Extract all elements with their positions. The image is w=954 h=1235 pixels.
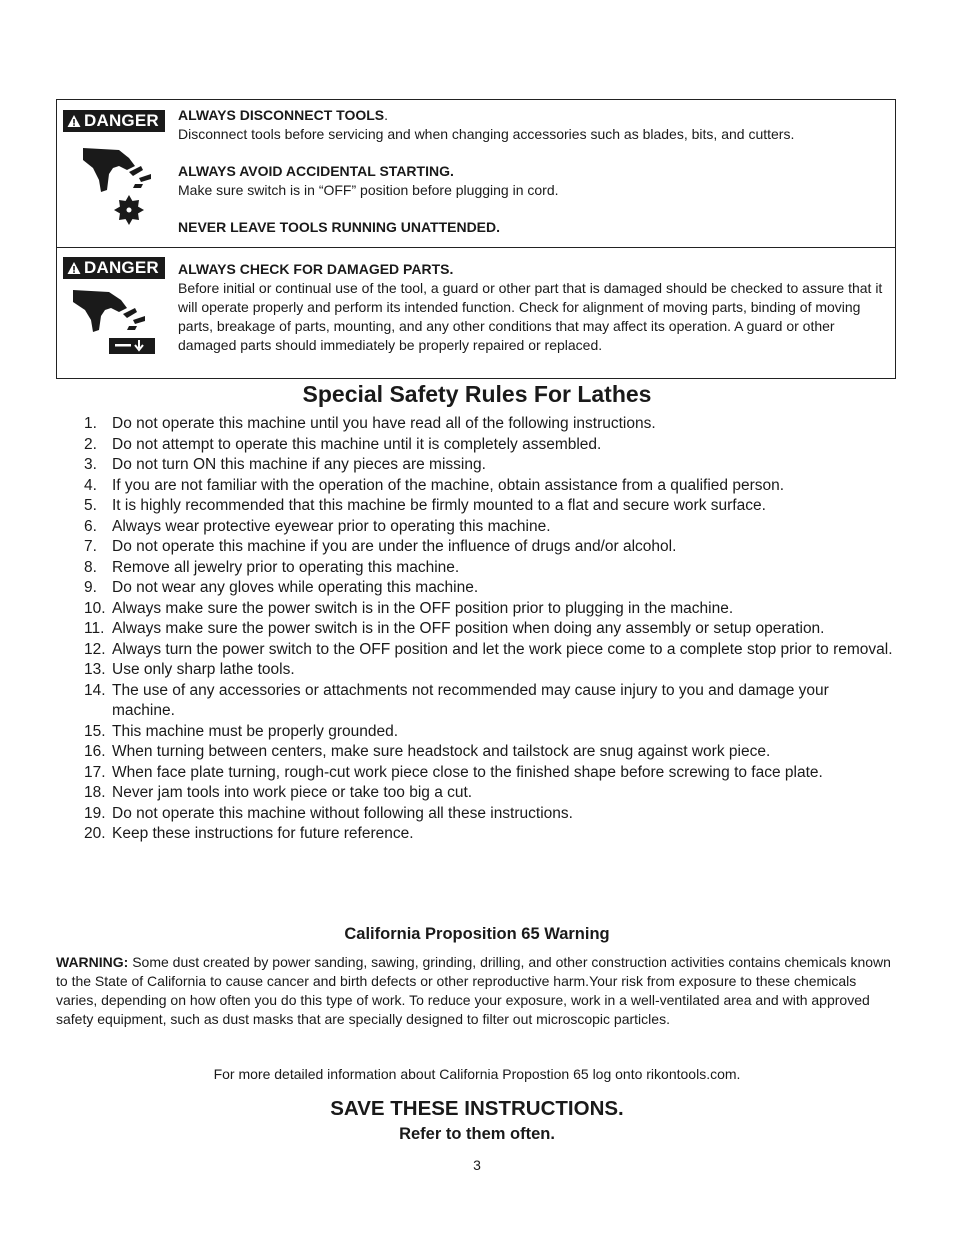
rule-text: Always wear protective eyewear prior to operating this machine. xyxy=(112,517,551,535)
rule-number: 6. xyxy=(84,517,97,535)
text-avoid-starting: Make sure switch is in “OFF” position before plugging in cord. xyxy=(178,182,559,198)
heading-disconnect: ALWAYS DISCONNECT TOOLS xyxy=(178,107,385,123)
rule-item xyxy=(84,578,894,599)
danger-label: DANGER xyxy=(84,258,159,277)
rule-number: 9. xyxy=(84,579,97,596)
hand-blade-icon xyxy=(79,144,159,228)
rule-text: Always turn the power switch to the OFF position and let the work piece come to a complete stop prior to removal. xyxy=(112,640,893,658)
save-instructions: SAVE THESE INSTRUCTIONS. xyxy=(330,1097,624,1120)
warning-label: WARNING: xyxy=(56,954,129,970)
rule-number: 8. xyxy=(84,558,97,576)
rule-text: This machine must be properly grounded. xyxy=(112,722,399,740)
page-number: 3 xyxy=(473,1157,481,1173)
rule-item xyxy=(84,455,894,476)
rule-text: When turning between centers, make sure headstock and tailstock are snug against work piece. xyxy=(112,743,771,760)
danger-box xyxy=(56,99,896,379)
more-info: For more detailed information about California Propostion 65 log onto rikontools.com. xyxy=(213,1066,741,1082)
rule-text: Always make sure the power switch is in the OFF position prior to plugging in the machine. xyxy=(112,599,734,617)
rule-item xyxy=(84,681,894,722)
rule-text: Do not operate this machine until you have read all of the following instructions. xyxy=(112,415,656,432)
rule-text: Use only sharp lathe tools. xyxy=(112,661,295,678)
divider xyxy=(57,247,895,248)
rule-text: Never jam tools into work piece or take too big a cut. xyxy=(112,784,473,801)
rule-item xyxy=(84,804,894,825)
rule-text: Do not operate this machine if you are under the influence of drugs and/or alcohol. xyxy=(112,538,677,555)
rule-number: 19. xyxy=(84,804,106,822)
hand-damaged-part-icon xyxy=(69,286,161,360)
heading-avoid-starting: ALWAYS AVOID ACCIDENTAL STARTING. xyxy=(178,163,454,179)
rule-text: Always make sure the power switch is in the OFF position when doing any assembly or setup operation. xyxy=(112,620,825,637)
rule-number: 2. xyxy=(84,435,97,453)
rule-number: 11. xyxy=(84,620,105,637)
rule-number: 4. xyxy=(84,476,97,494)
rule-number: 13. xyxy=(84,661,106,678)
rule-item xyxy=(84,783,894,804)
rule-text: When face plate turning, rough-cut work piece close to the finished shape before screwing to face plate. xyxy=(112,763,823,781)
rule-number: 15. xyxy=(84,722,106,740)
rule-text: It is highly recommended that this machine be firmly mounted to a flat and secure work surface. xyxy=(112,497,766,514)
rule-item xyxy=(84,722,894,743)
rule-item xyxy=(84,763,894,784)
text-damaged-parts: Before initial or continual use of the tool, a guard or other part that is damaged should be checked to assure that it will operate properly and perform its intended function. Check for alignment of moving parts, binding of moving parts, breakage of parts, mounting, and any other conditions that may affect its operation. A guard or other damaged parts should immediately be properly repaired or replaced. xyxy=(178,280,883,353)
rule-text: Keep these instructions for future reference. xyxy=(112,825,414,842)
rule-text: If you are not familiar with the operation of the machine, obtain assistance from a qualified person. xyxy=(112,476,785,494)
danger-section-1: ALWAYS DISCONNECT TOOLS. Disconnect tools before servicing and when changing accessories such as blades, bits, and cutters. ALWAYS AVOID ACCIDENTAL STARTING. Make sure switch is in “OFF” position before plugging in cord. NEVER LEAVE TOOLS RUNNING UNATTENDED. xyxy=(178,106,893,237)
rule-number: 5. xyxy=(84,497,97,514)
text-disconnect: Disconnect tools before servicing and when changing accessories such as blades, bits, and cutters. xyxy=(178,126,795,142)
rule-item xyxy=(84,742,894,763)
rule-number: 20. xyxy=(84,825,106,842)
rule-number: 14. xyxy=(84,681,106,699)
rule-item xyxy=(84,435,894,456)
rule-item xyxy=(84,558,894,579)
warning-text: Some dust created by power sanding, sawing, grinding, drilling, and other construction activities contains chemicals known to the State of California to cause cancer and birth defects or other reproductive harm.Your risk from exposure to these chemicals varies, depending on how often you do this type of work. To reduce your exposure, work in a well-ventilated area and with approved safety equipment, such as dust masks that are specially designed to filter out microscopic particles. xyxy=(56,954,891,1027)
rule-number: 16. xyxy=(84,743,106,760)
page-title: Special Safety Rules For Lathes xyxy=(302,381,652,407)
rule-text: Do not wear any gloves while operating this machine. xyxy=(112,579,479,596)
rule-number: 1. xyxy=(84,415,97,432)
rule-text: Do not turn ON this machine if any pieces are missing. xyxy=(112,456,486,473)
rule-number: 17. xyxy=(84,763,106,781)
rule-item xyxy=(84,660,894,681)
heading-never-leave: NEVER LEAVE TOOLS RUNNING UNATTENDED. xyxy=(178,219,501,235)
rule-text: Remove all jewelry prior to operating this machine. xyxy=(112,558,460,576)
rule-text: Do not operate this machine without following all these instructions. xyxy=(112,804,573,822)
heading-damaged-parts: ALWAYS CHECK FOR DAMAGED PARTS. xyxy=(178,261,454,277)
rule-item xyxy=(84,824,894,845)
rule-item xyxy=(84,414,894,435)
rule-number: 12. xyxy=(84,640,106,658)
ca-prop65-title: California Proposition 65 Warning xyxy=(344,925,610,943)
refer-often: Refer to them often. xyxy=(399,1125,555,1143)
rule-number: 7. xyxy=(84,538,97,555)
rule-number: 10. xyxy=(84,599,106,617)
rule-number: 18. xyxy=(84,784,106,801)
rule-text: Do not attempt to operate this machine until it is completely assembled. xyxy=(112,435,602,453)
warning-paragraph xyxy=(56,953,896,1029)
rule-item xyxy=(84,476,894,497)
rule-item xyxy=(84,619,894,640)
rule-item xyxy=(84,517,894,538)
danger-label: DANGER xyxy=(84,111,159,130)
danger-badge xyxy=(63,257,165,279)
rule-item xyxy=(84,537,894,558)
danger-section-2 xyxy=(178,260,893,355)
rules-list xyxy=(84,414,894,845)
rule-item xyxy=(84,640,894,661)
rule-text: The use of any accessories or attachments not recommended may cause injury to you and damage your machine. xyxy=(112,681,829,719)
warning-triangle-icon xyxy=(67,114,81,128)
warning-triangle-icon xyxy=(67,261,81,275)
rule-item xyxy=(84,496,894,517)
rule-number: 3. xyxy=(84,456,97,473)
rule-item xyxy=(84,599,894,620)
danger-badge xyxy=(63,110,165,132)
